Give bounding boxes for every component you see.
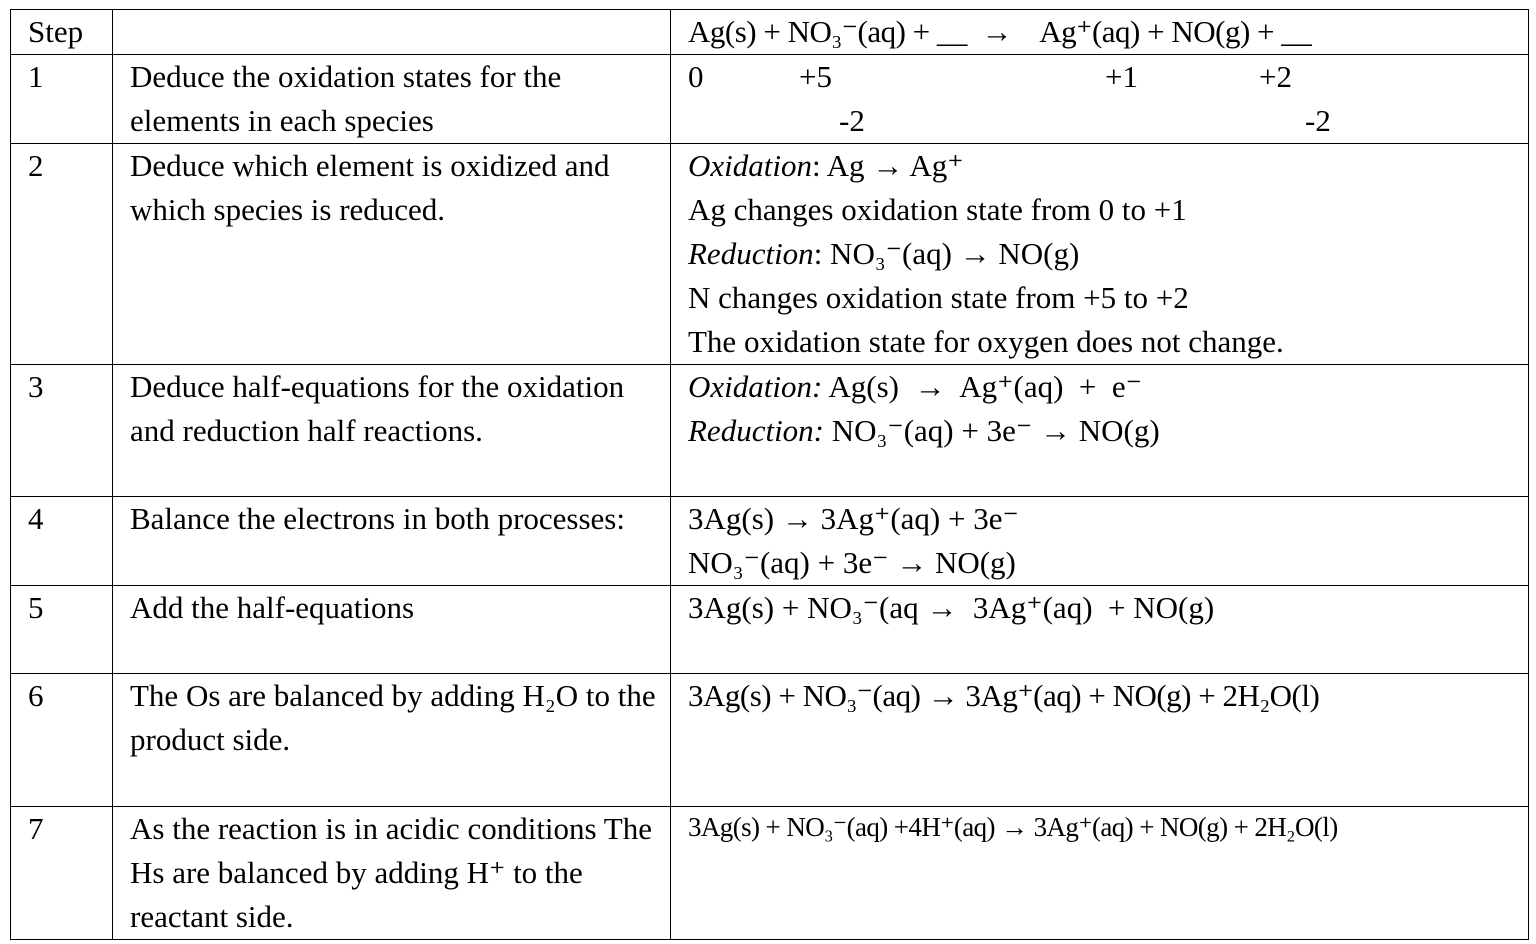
line-text: : Ag → Ag⁺ — [812, 148, 964, 183]
line-text: N changes oxidation state from +5 to +2 — [688, 280, 1189, 315]
step-work — [671, 497, 1529, 586]
step-number: 7 — [11, 807, 113, 940]
ox-ag-reactant: 0 — [688, 59, 704, 94]
step-description: Deduce which element is oxidized and which species is reduced. — [113, 144, 671, 365]
step-number: 6 — [11, 674, 113, 807]
table-row — [11, 497, 1529, 586]
line-text: Ag changes oxidation state from 0 to +1 — [688, 192, 1187, 227]
step-description: As the reaction is in acidic conditions The Hs are balanced by adding H⁺ to the reactant side. — [113, 807, 671, 940]
header-description — [113, 10, 671, 55]
step-work — [671, 365, 1529, 497]
table-row — [11, 365, 1529, 497]
step-work — [671, 144, 1529, 365]
line-text: The oxidation state for oxygen does not change. — [688, 324, 1284, 359]
ox-n-product: +2 — [1259, 59, 1292, 94]
line-text: Ag(s) → Ag⁺(aq) + e⁻ — [822, 369, 1142, 404]
table-row — [11, 586, 1529, 674]
step-description: Add the half-equations — [113, 586, 671, 674]
line-text: 3Ag(s) + NO₃⁻(aq → 3Ag⁺(aq) + NO(g) — [688, 590, 1215, 625]
step-number: 4 — [11, 497, 113, 586]
table-row — [11, 674, 1529, 807]
step-number: 1 — [11, 55, 113, 144]
step-number: 5 — [11, 586, 113, 674]
step-work — [671, 674, 1529, 807]
oxidation-states-cell — [671, 55, 1529, 144]
table-row — [11, 144, 1529, 365]
line-text: : NO₃⁻(aq) → NO(g) — [813, 236, 1080, 271]
step-description: Balance the electrons in both processes: — [113, 497, 671, 586]
line-text: NO₃⁻(aq) + 3e⁻ → NO(g) — [688, 545, 1016, 580]
step-description: The Os are balanced by adding H₂O to the product side. — [113, 674, 671, 807]
line-text: 3Ag(s) + NO₃⁻(aq) → 3Ag⁺(aq) + NO(g) + 2H₂O(l) — [688, 678, 1320, 713]
line-label: Reduction — [688, 236, 814, 271]
step-description: Deduce half-equations for the oxidation and reduction half reactions. — [113, 365, 671, 497]
step-number: 2 — [11, 144, 113, 365]
step-number: 3 — [11, 365, 113, 497]
table-row — [11, 55, 1529, 144]
header-step: Step — [11, 10, 113, 55]
table-row — [11, 807, 1529, 940]
step-work — [671, 586, 1529, 674]
line-text: NO₃⁻(aq) + 3e⁻ → NO(g) — [824, 413, 1160, 448]
step-description: Deduce the oxidation states for the elements in each species — [113, 55, 671, 144]
line-text: 3Ag(s) + NO₃⁻(aq) +4H⁺(aq) → 3Ag⁺(aq) + NO(g) + 2H₂O(l) — [688, 812, 1338, 842]
line-label: Oxidation — [688, 148, 812, 183]
ox-ag-product: +1 — [1105, 59, 1138, 94]
line-label: Reduction: — [688, 413, 825, 448]
redox-balancing-table — [10, 9, 1529, 940]
ox-o-product: -2 — [1305, 103, 1331, 138]
ox-n-reactant: +5 — [799, 59, 832, 94]
line-text: 3Ag(s) → 3Ag⁺(aq) + 3e⁻ — [688, 501, 1019, 536]
step-work — [671, 807, 1529, 940]
table-header-row — [11, 10, 1529, 55]
line-label: Oxidation: — [688, 369, 823, 404]
ox-o-reactant: -2 — [839, 103, 865, 138]
header-equation: Ag(s) + NO₃⁻(aq) + __ → Ag⁺(aq) + NO(g) + __ — [671, 10, 1529, 55]
